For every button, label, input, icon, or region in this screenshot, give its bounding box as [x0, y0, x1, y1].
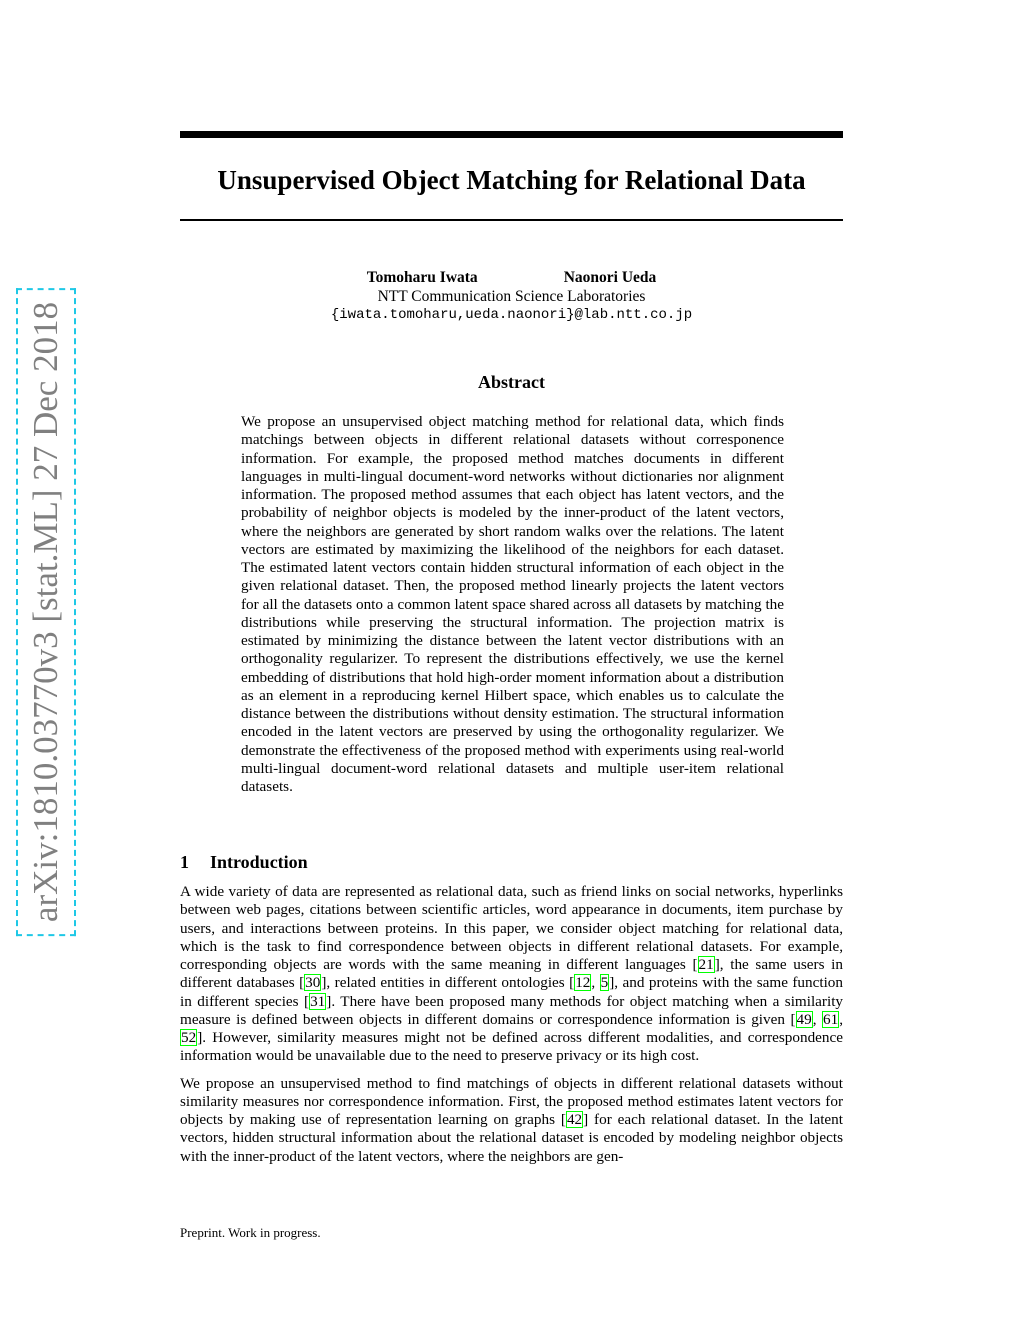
paragraph-text: ,: [591, 974, 600, 992]
abstract-text: We propose an unsupervised object matching method for relational data, which finds matchings between objects in different relational datasets without corresponence information. For example, the proposed method matches documents in different languages in multi-lingual document-word networks without dictionaries nor alignment information. The proposed method assumes that each object has latent vectors, and the probability of neighbor objects is modeled by the inner-product of the latent vectors, where the neighbors are generated by short random walks over the relations. The latent vectors are estimated by maximizing the likelihood of the neighbors for each dataset. The estimated latent vectors contain hidden structural information of each object in the given relational dataset. Then, the proposed method linearly projects the latent vectors for all the datasets onto a common latent space shared across all datasets by matching the distributions while preserving the structural information. The projection matrix is estimated by minimizing the distance between the latent vector distributions with an orthogonality regularizer. To represent the distributions effectively, we use the kernel embedding of distributions that hold high-order moment information about a distribution as an element in a reproducing kernel Hilbert space, which enables us to calculate the distance between the distributions without density estimation. The structural information encoded in the latent vectors are preserved by using the orthogonality regularizer. We demonstrate the effectiveness of the proposed method with experiments using real-world multi-lingual document-word relational datasets and multiple user-item relational datasets.: [241, 413, 784, 795]
paragraph-text: We propose an unsupervised method to find matchings of objects in different relational datasets without similarity measures nor correspondence information. First, the proposed method estimates latent vectors for objects by making use of representation learning on graphs [: [180, 1074, 843, 1128]
paper-title: Unsupervised Object Matching for Relational Data: [217, 165, 806, 195]
paragraph-text: ], related entities in different ontologies [: [321, 974, 575, 992]
abstract-heading: Abstract: [478, 372, 545, 392]
paragraph-text: ]. There have been proposed many methods for object matching when a similarity measure is defined between objects in different domains or correspondence information is given [: [180, 992, 844, 1028]
author-email: {iwata.tomoharu,ueda.naonori}@lab.ntt.co.jp: [330, 307, 693, 323]
section-title: Introduction: [210, 852, 308, 872]
title-rule-top: [180, 131, 843, 138]
citation-link[interactable]: 30: [305, 974, 321, 992]
paragraph-text: ] for each relational dataset. In the latent vectors, hidden structural information about the relational dataset is encoded by modeling neighbor objects with the inner-product of the latent vectors, where the neighbors are gen-: [180, 1111, 843, 1165]
paragraph-text: ], the same users in different databases [: [180, 956, 843, 992]
citation-link[interactable]: 5: [600, 974, 609, 992]
citation-link[interactable]: 31: [310, 992, 326, 1010]
citation-link[interactable]: 52: [181, 1029, 197, 1046]
citation-link[interactable]: 21: [698, 956, 714, 973]
citation-link[interactable]: 61: [823, 1010, 839, 1028]
paragraph: [180, 883, 843, 1066]
author-name: Tomoharu Iwata: [366, 269, 478, 286]
footer-note: Preprint. Work in progress.: [180, 1225, 321, 1240]
paragraph-text: A wide variety of data are represented as relational data, such as friend links on social networks, hyperlinks between web pages, citations between scientific articles, word appearance in documents, item purchase by users, and interactions between proteins. In this paper, we consider object matching for relational data, which is the task to find correspondence between objects in different relational datasets. For example, corresponding objects are words with the same meaning in different languages [: [180, 883, 843, 973]
author-affiliation: NTT Communication Science Laboratories: [377, 288, 646, 305]
author-name: Naonori Ueda: [563, 269, 657, 286]
paragraph: [180, 1075, 843, 1166]
paragraph-text: ]. However, similarity measures might not be defined across different modalities, and correspondence information would be unavailable due to the need to preserve privacy or its high cost.: [180, 1029, 843, 1065]
citation-link[interactable]: 12: [575, 974, 591, 992]
paragraph-text: ,: [839, 1010, 844, 1028]
paragraph-text: ], and proteins with the same function in different species [: [180, 974, 843, 1010]
arxiv-stamp: arXiv:1810.03770v3 [stat.ML] 27 Dec 2018: [16, 288, 76, 936]
paragraph-text: ,: [812, 1010, 823, 1028]
title-rule-bottom: [180, 219, 843, 221]
introduction-body: [180, 883, 843, 1175]
citation-link[interactable]: 42: [566, 1111, 583, 1128]
author-block: [180, 268, 843, 325]
section-number: 1: [180, 852, 189, 872]
section-heading: [180, 851, 843, 873]
author-names: [180, 268, 843, 287]
citation-link[interactable]: 49: [796, 1010, 812, 1028]
